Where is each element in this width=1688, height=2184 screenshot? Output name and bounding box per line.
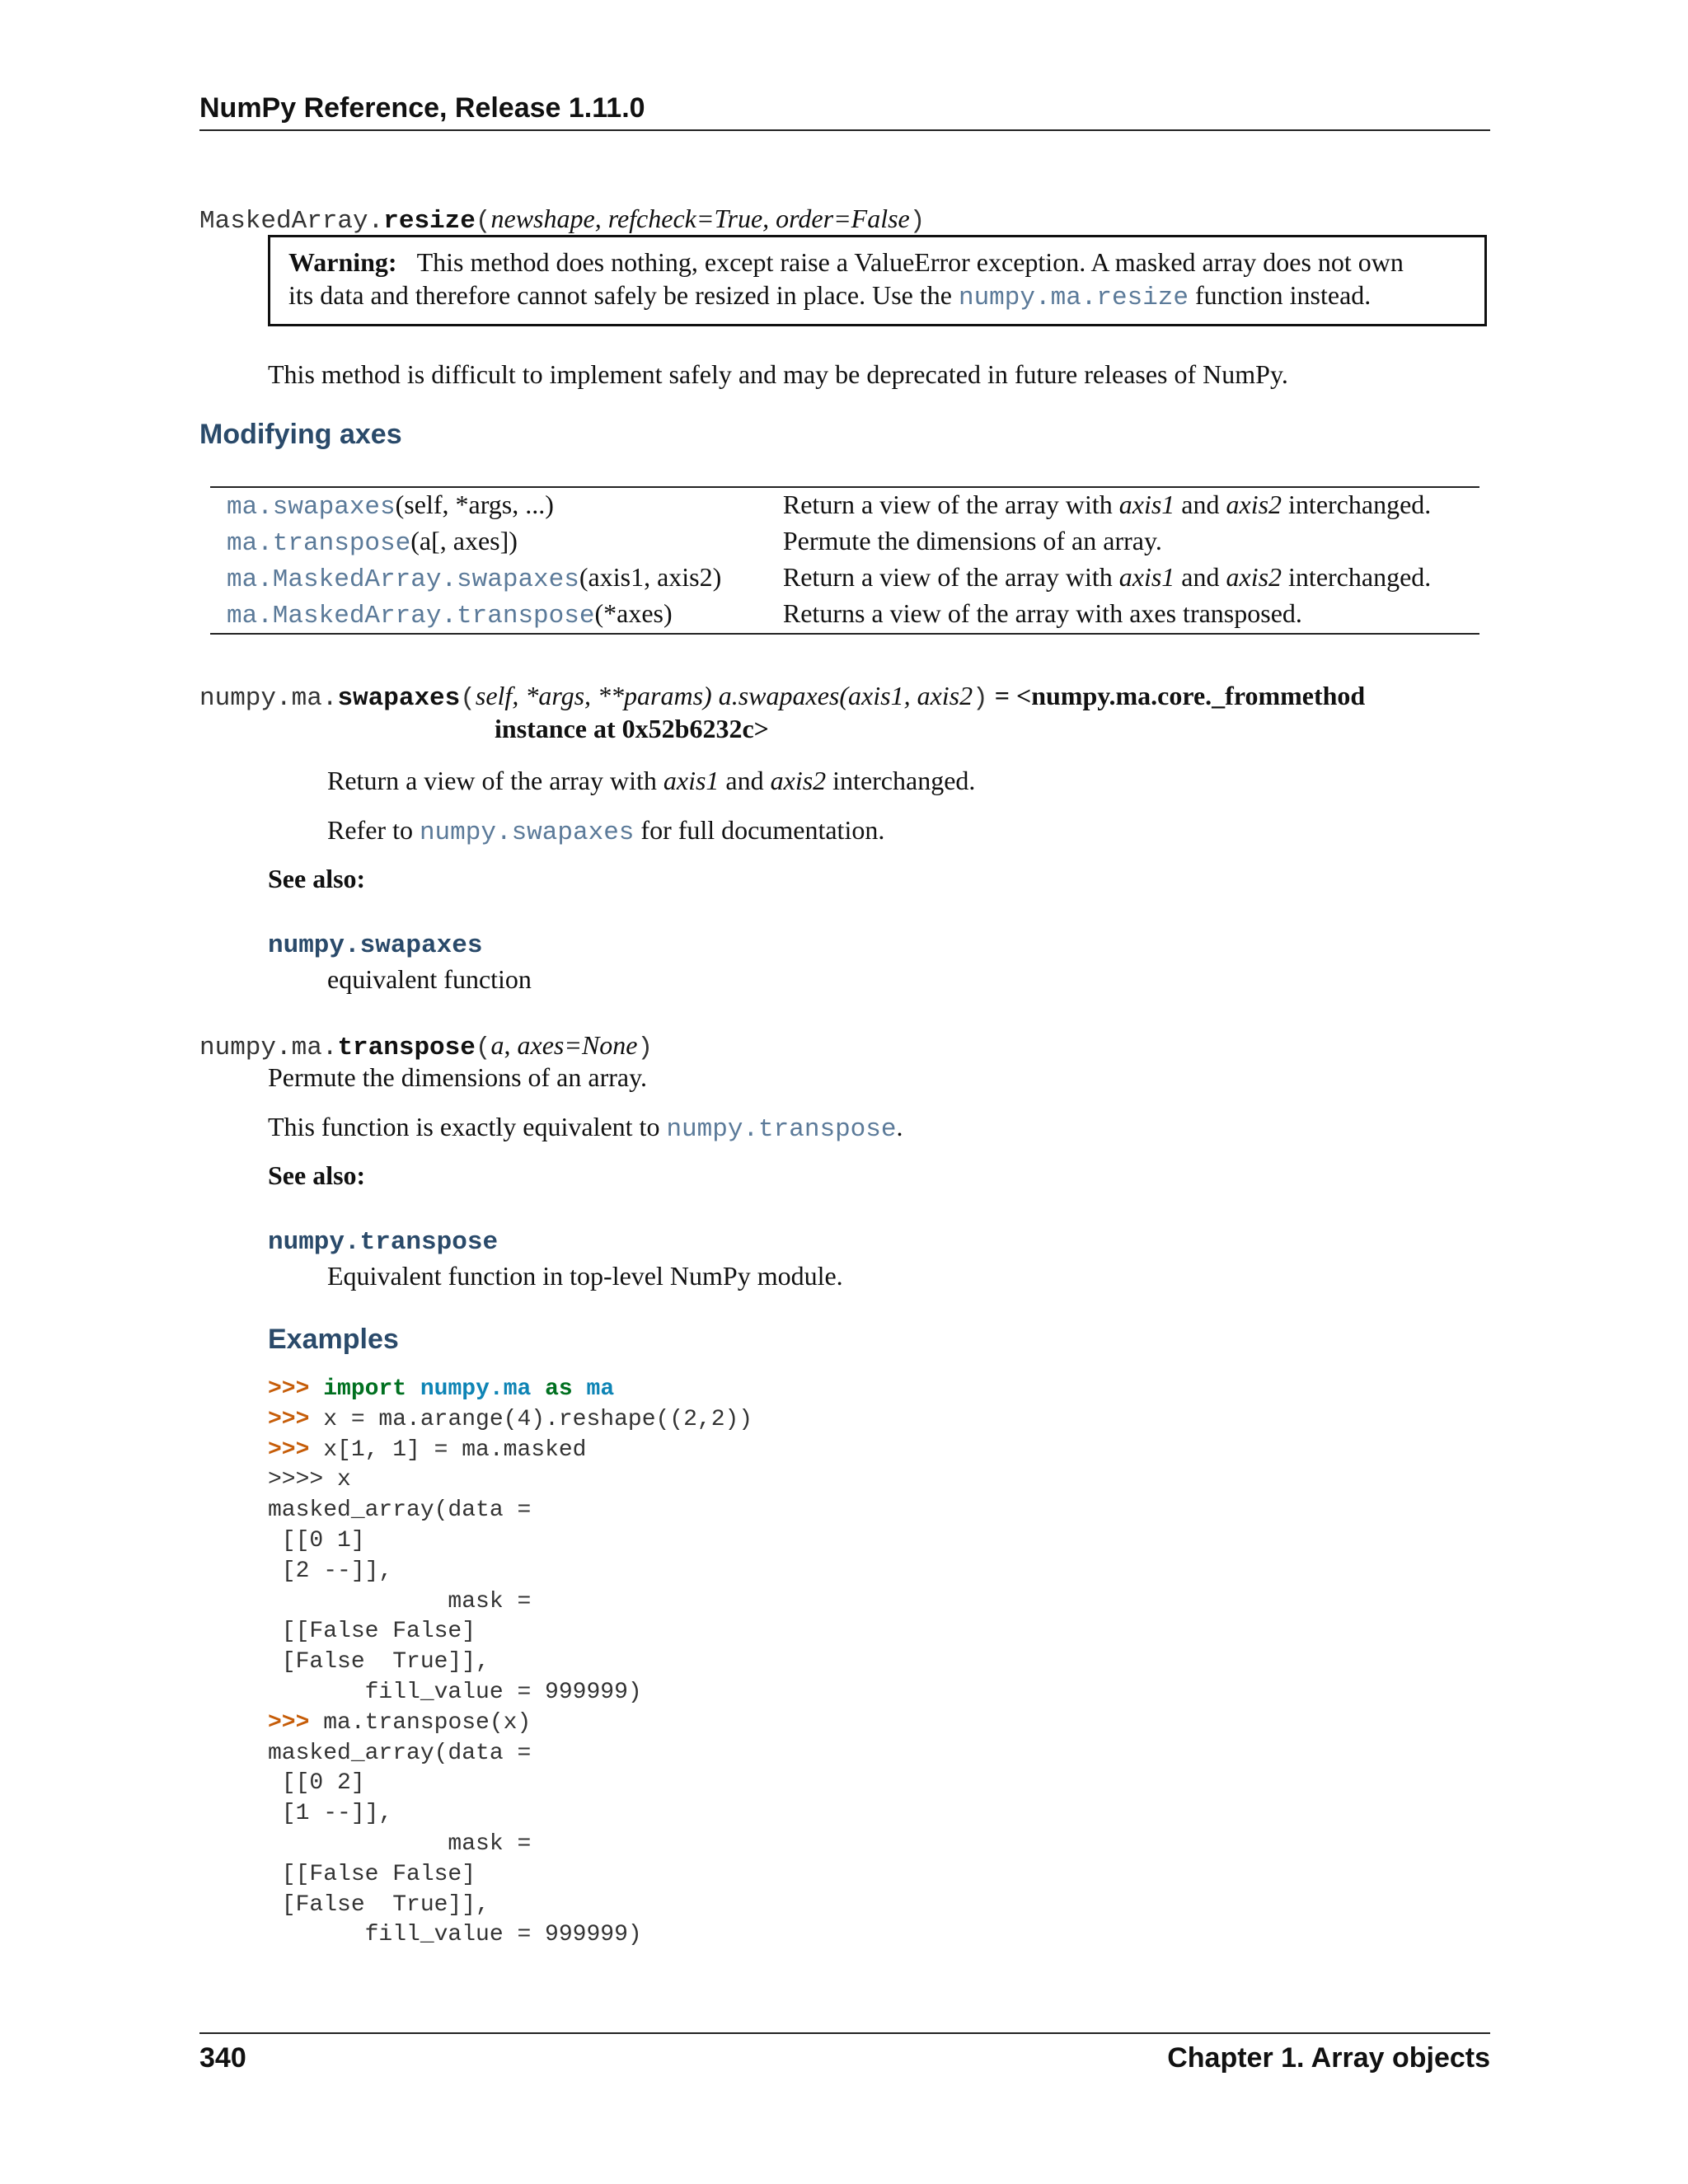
swapaxes-desc-end: interchanged. — [826, 766, 976, 795]
kw-as: as — [545, 1376, 573, 1402]
transpose-see-also-desc: Equivalent function in top-level NumPy module. — [327, 1261, 843, 1291]
numpy-transpose-link[interactable]: numpy.transpose — [666, 1115, 897, 1144]
code-line: x = ma.arange(4).reshape((2,2)) — [309, 1406, 753, 1432]
ref-desc: Returns a view of the array with axes transposed. — [782, 598, 1302, 628]
ma-swapaxes-link[interactable]: ma.swapaxes — [227, 493, 396, 522]
resize-prefix: MaskedArray. — [199, 207, 384, 236]
ref-and: and — [1175, 490, 1226, 519]
ma-transpose-link[interactable]: ma.transpose — [227, 529, 411, 558]
swapaxes-see-also-link[interactable]: numpy.swapaxes — [268, 931, 483, 960]
ref-args: (axis1, axis2) — [579, 562, 722, 592]
numpy-ma-resize-link[interactable]: numpy.ma.resize — [958, 284, 1189, 312]
code-line: x[1, 1] = ma.masked — [309, 1436, 587, 1463]
ref-desc-end: interchanged. — [1282, 490, 1432, 519]
resize-name: resize — [383, 207, 476, 236]
refer-text: Refer to — [327, 815, 420, 845]
header-rule — [199, 129, 1490, 131]
transpose-param-axes: axes=None — [517, 1030, 638, 1060]
swapaxes-name: swapaxes — [337, 684, 461, 713]
swapaxes-description — [327, 764, 975, 797]
transpose-see-also-link[interactable]: numpy.transpose — [268, 1228, 499, 1257]
code-output: masked_array(data = [[0 2] [1 --]], mask = [[False False] [False True]], fill_value = 999999) — [268, 1740, 642, 1948]
swapaxes-prefix: numpy.ma. — [199, 684, 338, 713]
equiv-end: . — [896, 1112, 903, 1141]
transpose-param-a: a — [490, 1030, 504, 1060]
ref-and: and — [1175, 562, 1226, 592]
ref-axis2: axis2 — [1226, 490, 1282, 519]
swapaxes-desc-and: and — [719, 766, 771, 795]
swapaxes-signature: numpy.ma.swapaxes(self, *args, **params) a.swapaxes(axis1, axis2) = <numpy.ma.core._frommethod — [199, 681, 1366, 713]
prompt: >>> — [268, 1709, 310, 1736]
ref-axis2: axis2 — [1226, 562, 1282, 592]
swapaxes-desc-text: Return a view of the array with — [327, 766, 663, 795]
swapaxes-params: self, *args, **params) a.swapaxes(axis1, axis2 — [475, 681, 973, 710]
equiv-text: This function is exactly equivalent to — [268, 1112, 667, 1141]
swapaxes-desc-axis1: axis1 — [663, 766, 720, 795]
transpose-equivalent — [268, 1110, 903, 1146]
ref-axis1: axis1 — [1118, 562, 1175, 592]
ref-desc-end: interchanged. — [1282, 562, 1432, 592]
modifying-axes-table — [210, 486, 1479, 635]
ref-desc: Permute the dimensions of an array. — [782, 526, 1162, 555]
code-example — [268, 1375, 753, 1951]
table-row — [210, 560, 1479, 597]
swapaxes-see-also-desc: equivalent function — [327, 964, 532, 994]
page-number: 340 — [199, 2042, 246, 2074]
ref-args: (a[, axes]) — [410, 526, 518, 555]
swapaxes-refer — [327, 813, 884, 850]
code-output: masked_array(data = [[0 1] [2 --]], mask = [[False False] [False True]], fill_value = 999999) — [268, 1497, 642, 1705]
transpose-prefix: numpy.ma. — [199, 1033, 338, 1062]
swapaxes-desc-axis2: axis2 — [770, 766, 827, 795]
table-row — [210, 524, 1479, 560]
refer-end: for full documentation. — [634, 815, 885, 845]
warning-label: Warning: — [288, 247, 397, 277]
warning-line2-end: function instead. — [1189, 280, 1372, 310]
prompt: >>> — [268, 1406, 310, 1432]
ma-maskedarray-swapaxes-link[interactable]: ma.MaskedArray.swapaxes — [227, 565, 579, 594]
numpy-swapaxes-link[interactable]: numpy.swapaxes — [419, 818, 635, 847]
page-header-title: NumPy Reference, Release 1.11.0 — [199, 92, 645, 124]
warning-line2: its data and therefore cannot safely be resized in place. Use the — [288, 280, 959, 310]
ref-axis1: axis1 — [1118, 490, 1175, 519]
resize-params: newshape, refcheck=True, order=False — [490, 204, 910, 233]
code-line: >>>> x — [268, 1467, 351, 1493]
ref-args: (*axes) — [594, 598, 673, 628]
transpose-see-also-label: See also: — [268, 1160, 366, 1190]
ref-args: (self, *args, ...) — [395, 490, 554, 519]
swapaxes-value-text: instance at 0x52b6232c> — [495, 714, 769, 743]
table-row — [210, 597, 1479, 634]
warning-line1: This method does nothing, except raise a ValueError exception. A masked array does not own — [416, 247, 1404, 277]
transpose-description: Permute the dimensions of an array. — [268, 1062, 648, 1092]
resize-signature: MaskedArray.resize(newshape, refcheck=True, order=False) — [199, 204, 926, 236]
ref-desc: Return a view of the array with — [782, 562, 1119, 592]
prompt: >>> — [268, 1376, 310, 1402]
warning-box — [268, 235, 1487, 326]
footer-rule — [199, 2032, 1490, 2034]
code-line: ma.transpose(x) — [309, 1709, 532, 1736]
ma-maskedarray-transpose-link[interactable]: ma.MaskedArray.transpose — [227, 602, 595, 630]
prompt: >>> — [268, 1436, 310, 1463]
transpose-signature: numpy.ma.transpose(a, axes=None) — [199, 1030, 654, 1062]
swapaxes-see-also-label: See also: — [268, 864, 366, 893]
examples-heading: Examples — [268, 1324, 399, 1355]
section-heading-modifying-axes: Modifying axes — [199, 419, 402, 450]
transpose-name: transpose — [337, 1033, 476, 1062]
ref-desc: Return a view of the array with — [782, 490, 1119, 519]
module-alias: ma — [586, 1376, 615, 1402]
table-row — [210, 487, 1479, 524]
swapaxes-value-line2 — [495, 712, 769, 745]
swapaxes-value-line1: = <numpy.ma.core._frommethod — [987, 681, 1366, 710]
chapter-title: Chapter 1. Array objects — [1167, 2042, 1490, 2074]
resize-note: This method is difficult to implement safely and may be deprecated in future releases of NumPy. — [268, 359, 1288, 389]
module-name: numpy.ma — [420, 1376, 532, 1402]
kw-import: import — [323, 1376, 407, 1402]
